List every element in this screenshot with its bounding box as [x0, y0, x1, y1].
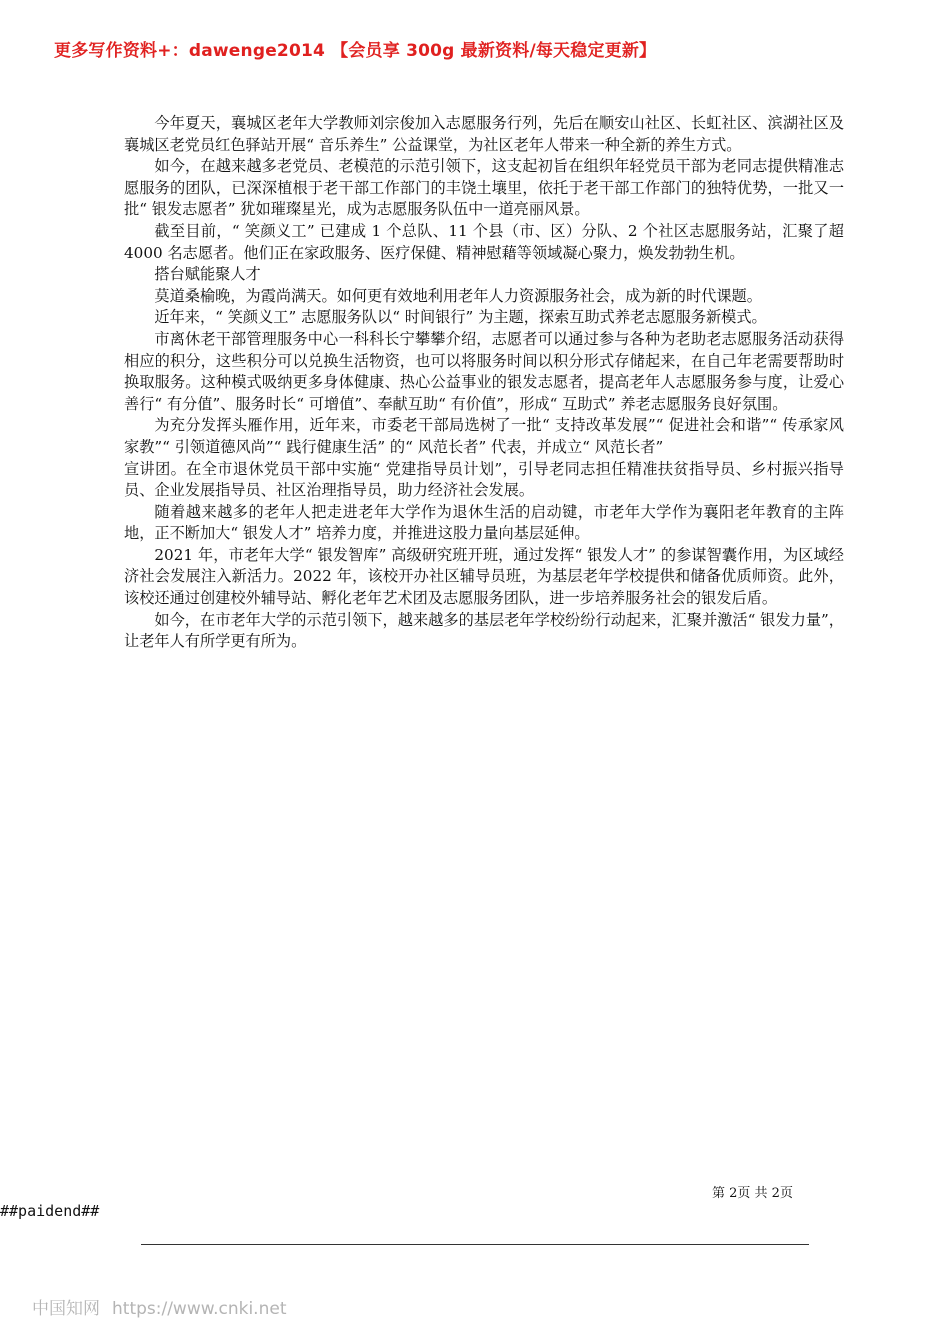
article-body [124, 113, 844, 653]
watermark-url: https://www.cnki.net [112, 1299, 287, 1319]
paragraph-3: 截至目前，“ 笑颜义工” 已建成 1 个总队、11 个县（市、区）分队、2 个社区志愿服务站，汇聚了超 4000 名志愿者。他们正在家政服务、医疗保健、精神慰藉等领域凝心聚力，焕发勃勃生机。 [124, 221, 844, 262]
paragraph-1: 今年夏天，襄城区老年大学教师刘宗俊加入志愿服务行列，先后在顺安山社区、长虹社区、滨湖社区及襄城区老党员红色驿站开展“ 音乐养生” 公益课堂，为社区老年人带来一种全新的养生方式。 [124, 114, 844, 154]
paragraph-10: 随着越来越多的老年人把走进老年大学作为退休生活的启动键，市老年大学作为襄阳老年教育的主阵地，正不断加大“ 银发人才” 培养力度，并推进这股力量向基层延伸。 [124, 502, 844, 543]
paragraph-5: 莫道桑榆晚，为霞尚满天。如何更有效地利用老年人力资源服务社会，成为新的时代课题。 [154, 286, 762, 305]
paragraph-6: 近年来，“ 笑颜义工” 志愿服务队以“ 时间银行” 为主题，探索互助式养老志愿服务新模式。 [154, 308, 767, 327]
cnki-watermark [32, 1294, 286, 1319]
paid-end-marker: ##paidend## [0, 1202, 100, 1220]
page-number: 第 2页 共 2页 [712, 1186, 793, 1201]
paragraph-2: 如今，在越来越多老党员、老模范的示范引领下，这支起初旨在组织年轻党员干部为老同志提供精准志愿服务的团队，已深深植根于老干部工作部门的丰饶土壤里，依托于老干部工作部门的独特优势，一批又一批“ 银发志愿者” 犹如璀璨星光，成为志愿服务队伍中一道亮丽风景。 [124, 157, 844, 219]
paragraph-12: 如今，在市老年大学的示范引领下，越来越多的基层老年学校纷纷行动起来，汇聚并激活“ 银发力量”，让老年人有所学更有所为。 [124, 610, 844, 651]
promo-banner: 更多写作资料+：dawenge2014 【会员享 300g 最新资料/每天稳定更新】 [54, 41, 657, 61]
paragraph-9: 宣讲团。在全市退休党员干部中实施“ 党建指导员计划”，引导老同志担任精准扶贫指导员、乡村振兴指导员、企业发展指导员、社区治理指导员，助力经济社会发展。 [124, 459, 844, 500]
watermark-brand: 中国知网 [32, 1299, 100, 1319]
paragraph-8: 为充分发挥头雁作用，近年来，市委老干部局选树了一批“ 支持改革发展”“ 促进社会和谐”“ 传承家风家教”“ 引领道德风尚”“ 践行健康生活” 的“ 风范长者” 代表，并成立“ 风范长者” [124, 416, 844, 456]
paragraph-7: 市离休老干部管理服务中心一科科长宁攀攀介绍，志愿者可以通过参与各种为老助老志愿服务活动获得相应的积分，这些积分可以兑换生活物资，也可以将服务时间以积分形式存储起来，在自己年老需要帮助时换取服务。这种模式吸纳更多身体健康、热心公益事业的银发志愿者，提高老年人志愿服务参与度，让爱心善行“ 有分值”、服务时长“ 可增值”、奉献互助“ 有价值”，形成“ 互助式” 养老志愿服务良好氛围。 [124, 329, 844, 413]
footer-divider [141, 1244, 809, 1245]
section-heading: 搭台赋能聚人才 [154, 265, 261, 284]
paragraph-11: 2021 年，市老年大学“ 银发智库” 高级研究班开班，通过发挥“ 银发人才” 的参谋智囊作用，为区域经济社会发展注入新活力。2022 年，该校开办社区辅导员班，为基层老年学校提供和储备优质师资。此外，该校还通过创建校外辅导站、孵化老年艺术团及志愿服务团队，进一步培养服务社会的银发后盾。 [124, 545, 844, 608]
